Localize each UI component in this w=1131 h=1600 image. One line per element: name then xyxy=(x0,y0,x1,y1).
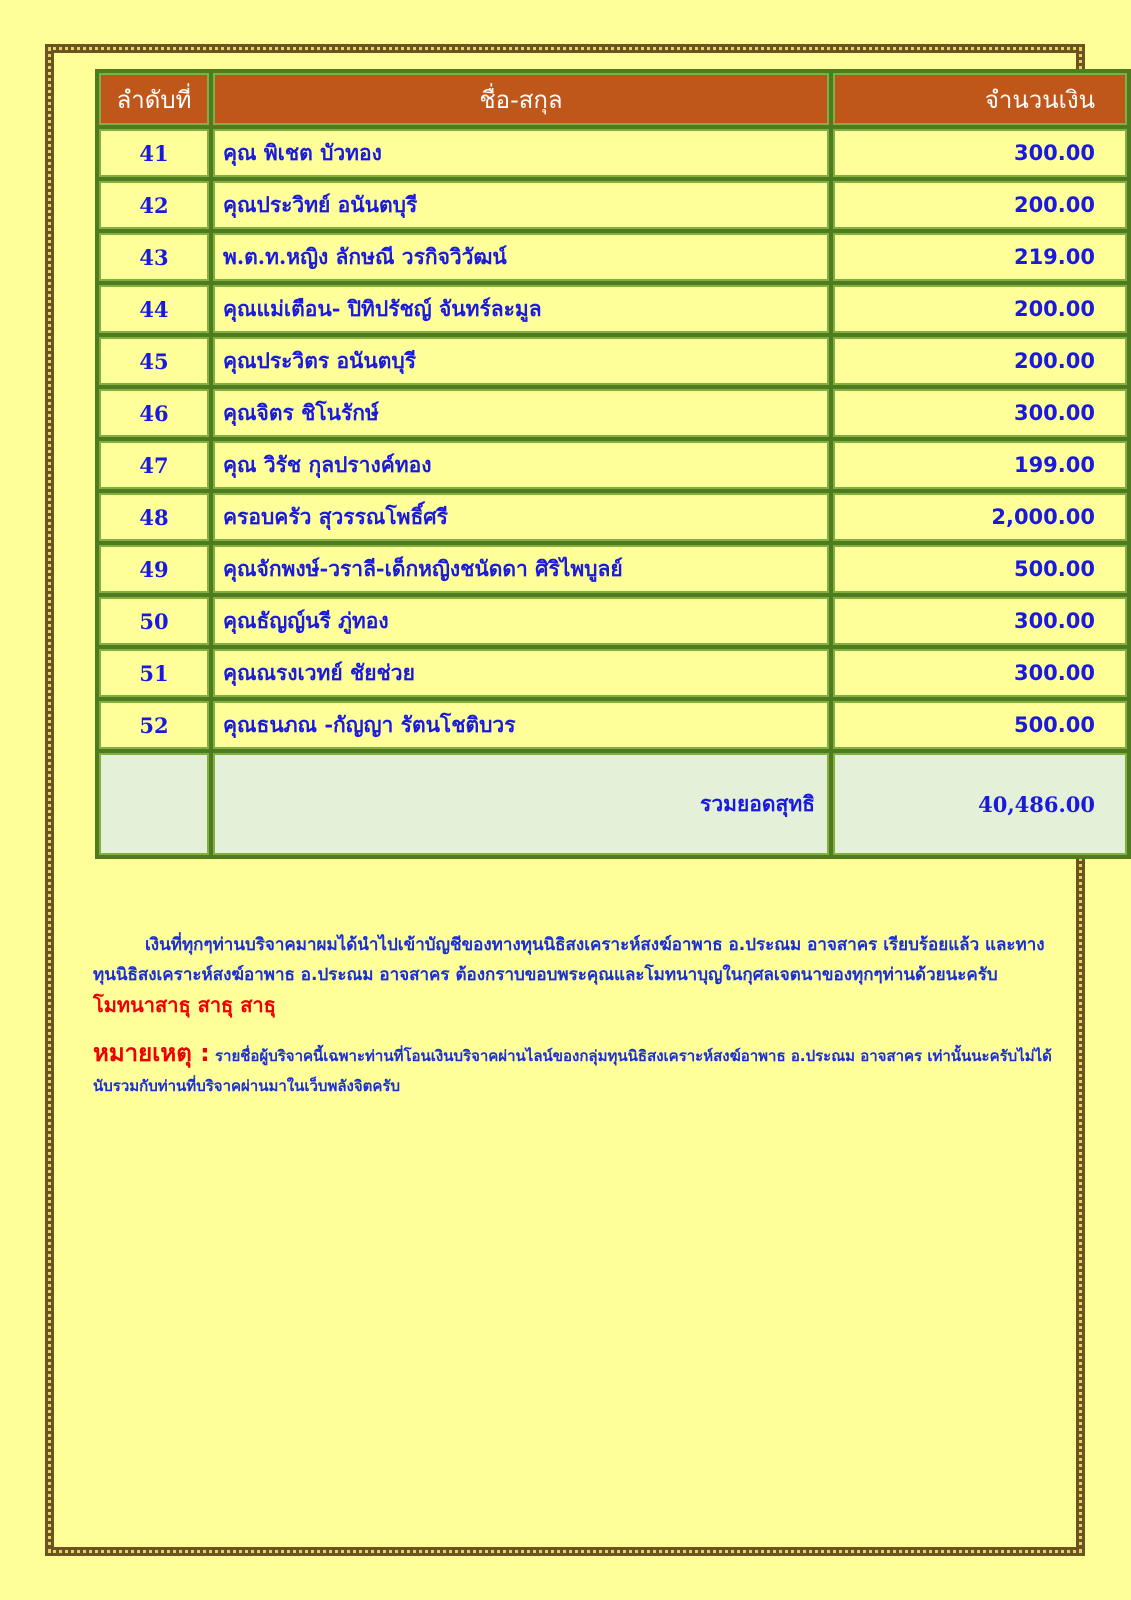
table-header-row xyxy=(99,73,1127,125)
row-number: 48 xyxy=(99,493,209,541)
row-amount: 200.00 xyxy=(833,181,1127,229)
row-amount: 500.00 xyxy=(833,701,1127,749)
row-name: คุณแม่เตือน- ปิทิปรัชญ์ จันทร์ละมูล xyxy=(213,285,829,333)
row-number: 50 xyxy=(99,597,209,645)
total-row xyxy=(99,753,1127,855)
row-name: คุณณรงเวทย์ ชัยช่วย xyxy=(213,649,829,697)
row-amount: 300.00 xyxy=(833,129,1127,177)
total-empty-cell xyxy=(99,753,209,855)
remark-note xyxy=(93,1038,1063,1101)
table-row xyxy=(99,545,1127,593)
thanks-paragraph xyxy=(93,930,1063,1022)
header-number: ลำดับที่ xyxy=(99,73,209,125)
row-number: 43 xyxy=(99,233,209,281)
table-body xyxy=(99,129,1127,749)
row-name: คุณธัญญ์นรี ภู่ทอง xyxy=(213,597,829,645)
row-number: 46 xyxy=(99,389,209,437)
row-number: 47 xyxy=(99,441,209,489)
remark-text: รายชื่อผู้บริจาคนี้เฉพาะท่านที่โอนเงินบริจาคผ่านไลน์ของกลุ่มทุนนิธิสงเคราะห์สงฆ์อาพาธ อ.ประณม อาจสาคร เท่านั้นนะครับไม่ได้นับรวมกับท่านที่บริจาคผ่านมาในเว็บพลังจิตครับ xyxy=(93,1047,1052,1095)
table-row xyxy=(99,649,1127,697)
thanks-text: เงินที่ทุกๆท่านบริจาคมาผมได้นำไปเข้าบัญชีของทางทุนนิธิสงเคราะห์สงฆ์อาพาธ อ.ประณม อาจสาคร เรียบร้อยแล้ว และทางทุนนิธิสงเคราะห์สงฆ์อาพาธ อ.ประณม อาจสาคร ต้องกราบขอบพระคุณและโมทนาบุญในกุศลเจตนาของทุกๆท่านด้วยนะครับ xyxy=(93,935,1045,985)
table-row xyxy=(99,233,1127,281)
table-row xyxy=(99,493,1127,541)
table-row xyxy=(99,701,1127,749)
row-number: 44 xyxy=(99,285,209,333)
row-number: 51 xyxy=(99,649,209,697)
row-amount: 500.00 xyxy=(833,545,1127,593)
row-amount: 300.00 xyxy=(833,649,1127,697)
remark-title: หมายเหตุ : xyxy=(93,1039,210,1067)
total-label: รวมยอดสุทธิ xyxy=(213,753,829,855)
row-name: คุณ วิรัช กุลปรางค์ทอง xyxy=(213,441,829,489)
table-row xyxy=(99,441,1127,489)
row-amount: 2,000.00 xyxy=(833,493,1127,541)
table-wrapper xyxy=(95,69,1095,859)
row-number: 45 xyxy=(99,337,209,385)
table-row xyxy=(99,129,1127,177)
row-amount: 219.00 xyxy=(833,233,1127,281)
row-number: 41 xyxy=(99,129,209,177)
row-name: ครอบครัว สุวรรณโพธิ์ศรี xyxy=(213,493,829,541)
row-number: 52 xyxy=(99,701,209,749)
row-name: คุณจักพงษ์-วราลี-เด็กหญิงชนัดดา ศิริไพบูลย์ xyxy=(213,545,829,593)
row-name: คุณจิตร ชิโนรักษ์ xyxy=(213,389,829,437)
page-frame xyxy=(45,44,1095,1556)
row-name: คุณประวิตร อนันตบุรี xyxy=(213,337,829,385)
thanks-highlight: โมทนาสาธุ สาธุ สาธุ xyxy=(93,993,276,1017)
table-row xyxy=(99,597,1127,645)
table-row xyxy=(99,389,1127,437)
row-amount: 200.00 xyxy=(833,337,1127,385)
table-row xyxy=(99,181,1127,229)
row-amount: 300.00 xyxy=(833,597,1127,645)
donor-table xyxy=(95,69,1131,859)
row-name: คุณประวิทย์ อนันตบุรี xyxy=(213,181,829,229)
total-value: 40,486.00 xyxy=(833,753,1127,855)
row-name: คุณธนภณ -กัญญา รัตนโชติบวร xyxy=(213,701,829,749)
table-row xyxy=(99,285,1127,333)
header-amount: จำนวนเงิน xyxy=(833,73,1127,125)
row-number: 42 xyxy=(99,181,209,229)
row-amount: 199.00 xyxy=(833,441,1127,489)
row-name: คุณ พิเชต บัวทอง xyxy=(213,129,829,177)
header-name: ชื่อ-สกุล xyxy=(213,73,829,125)
row-name: พ.ต.ท.หญิง ลักษณี วรกิจวิวัฒน์ xyxy=(213,233,829,281)
row-number: 49 xyxy=(99,545,209,593)
table-row xyxy=(99,337,1127,385)
row-amount: 300.00 xyxy=(833,389,1127,437)
row-amount: 200.00 xyxy=(833,285,1127,333)
